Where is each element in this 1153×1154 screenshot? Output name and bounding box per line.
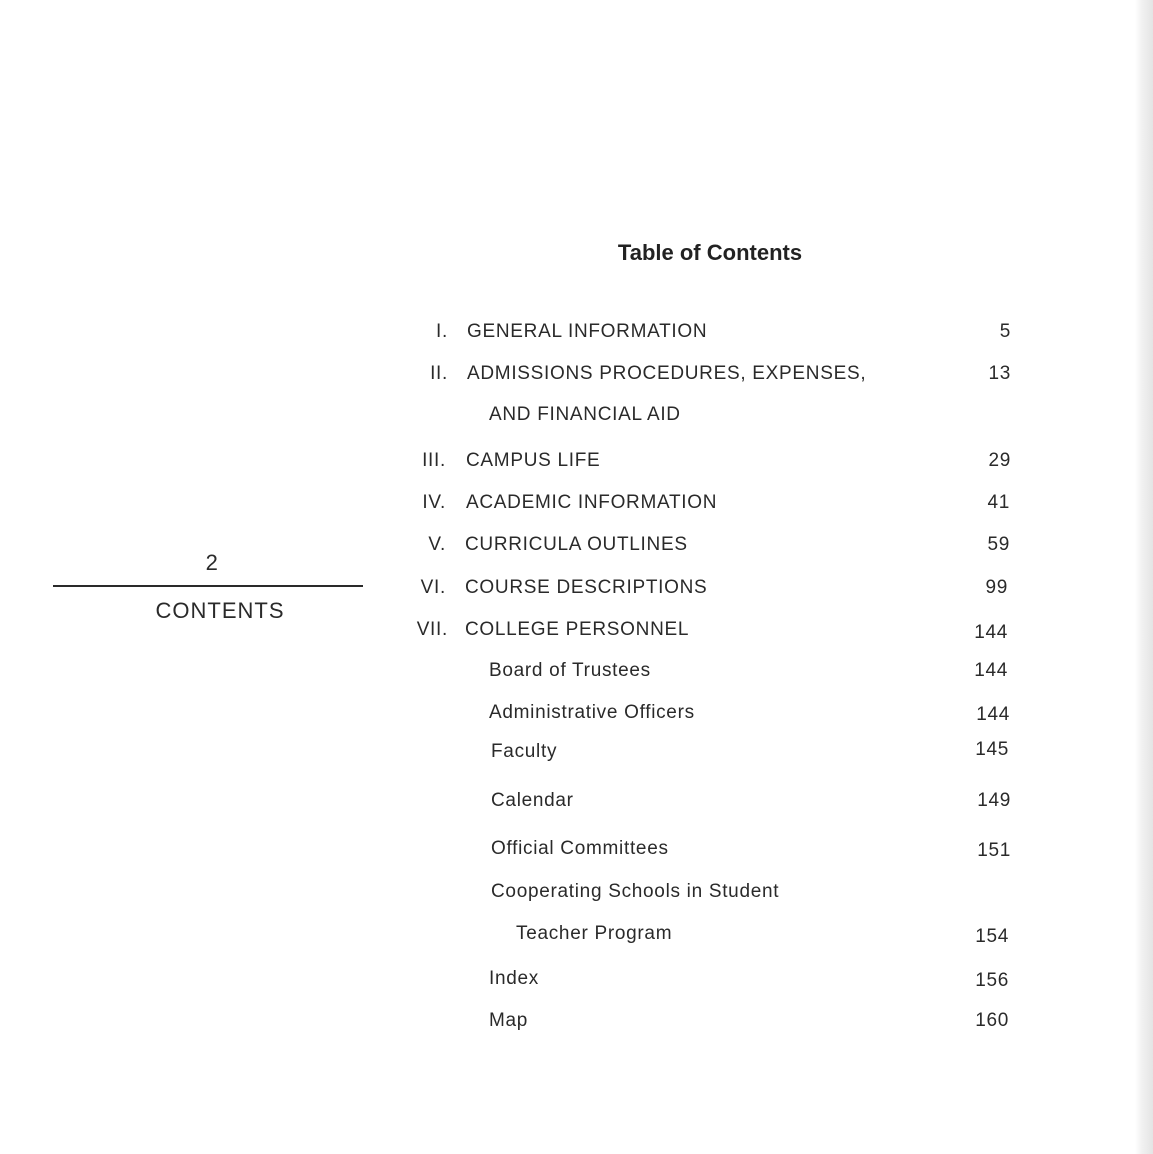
toc-entry-title: Official Committees [491,838,669,859]
toc-page-number: 151 [977,840,1011,861]
toc-page-number: 160 [975,1010,1009,1031]
toc-entry-campus-life [0,450,1153,478]
toc-entry-title: Index [489,968,539,989]
toc-numeral: II. [430,363,448,384]
toc-page-number: 156 [975,970,1009,991]
toc-page-number: 149 [977,790,1011,811]
toc-entry-curricula-outlines [0,534,1153,562]
toc-entry-official-committees [0,838,1153,866]
toc-page-number: 144 [974,660,1008,681]
toc-entry-title: Cooperating Schools in Student [491,881,780,902]
toc-entry-map [0,1010,1153,1038]
toc-entry-title: AND FINANCIAL AID [489,404,681,425]
toc-entry-college-personnel [0,619,1153,647]
toc-page-number: 144 [976,704,1010,725]
toc-entry-faculty [0,741,1153,769]
toc-page-number: 59 [987,534,1010,555]
toc-page-number: 29 [988,450,1011,471]
page-number: 2 [205,550,219,575]
toc-entry-index [0,968,1153,996]
toc-entry-admissions [0,363,1153,391]
toc-entry-title: Map [489,1010,529,1031]
toc-numeral: I. [436,321,448,342]
toc-title: Table of Contents [617,240,803,265]
toc-entry-title: Board of Trustees [489,660,651,681]
toc-numeral: VII. [416,619,448,640]
toc-numeral: V. [428,534,446,555]
toc-numeral: III. [422,450,446,471]
toc-numeral: VI. [420,577,446,598]
toc-entry-title: ADMISSIONS PROCEDURES, EXPENSES, [467,363,867,384]
toc-entry-title: COLLEGE PERSONNEL [465,619,690,640]
toc-page-number: 13 [988,363,1011,384]
section-label: CONTENTS [155,598,285,623]
toc-entry-title: Calendar [491,790,574,811]
toc-entry-title: CAMPUS LIFE [466,450,601,471]
toc-page-number: 5 [999,321,1011,342]
toc-page-number: 154 [975,926,1009,947]
toc-entry-teacher-program [0,923,1153,951]
toc-entry-title: ACADEMIC INFORMATION [466,492,718,513]
toc-entry-admissions-continued [0,404,1153,432]
toc-numeral: IV. [422,492,446,513]
toc-entry-title: CURRICULA OUTLINES [465,534,688,555]
toc-entry-calendar [0,790,1153,818]
toc-entry-title: COURSE DESCRIPTIONS [465,577,708,598]
toc-entry-board-of-trustees [0,660,1153,688]
toc-page-number: 144 [974,622,1008,643]
toc-entry-administrative-officers [0,702,1153,730]
toc-page-number: 41 [987,492,1010,513]
toc-entry-academic-information [0,492,1153,520]
toc-page-number: 99 [985,577,1008,598]
toc-entry-general-information [0,321,1153,349]
toc-entry-title: Faculty [491,741,558,762]
toc-entry-title: Administrative Officers [489,702,695,723]
toc-page-number: 145 [975,739,1009,760]
toc-entry-title: GENERAL INFORMATION [467,321,708,342]
toc-entry-course-descriptions [0,577,1153,605]
toc-entry-title: Teacher Program [516,923,673,944]
toc-entry-cooperating-schools [0,881,1153,909]
